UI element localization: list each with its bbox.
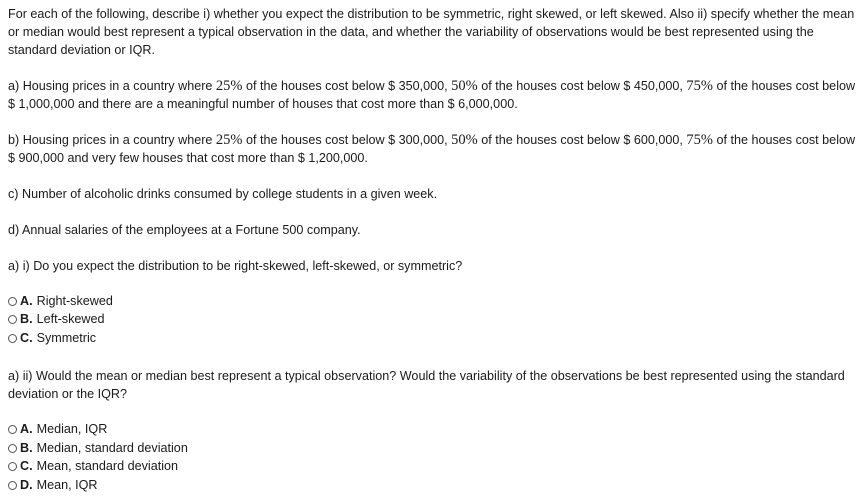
option-label: Right-skewed (36, 294, 113, 308)
radio-button[interactable] (8, 334, 17, 343)
part-a-text-3: of the houses cost below $ 450,000, (477, 79, 687, 93)
part-a-percent-1: 25% (215, 78, 243, 94)
instructions-text: For each of the following, describe i) whether you expect the distribution to be symmetric, right skewed, or left skewed. Also ii) specify whether the mean or median would best represent a typical observation in the data, and whether the variability of observations would be best represented using the standard deviation or IQR. (8, 7, 855, 57)
option-label: Mean, IQR (36, 478, 98, 492)
option-letter: C. (20, 331, 33, 345)
part-b-text-1: b) Housing prices in a country where (8, 133, 216, 147)
part-a-text-2: of the houses cost below $ 350,000, (242, 79, 452, 93)
part-a-text-1: a) Housing prices in a country where (8, 79, 216, 93)
question-1-prompt: a) i) Do you expect the distribution to be right-skewed, left-skewed, or symmetric? (8, 259, 463, 273)
q1-option-b[interactable] (8, 310, 105, 328)
radio-button[interactable] (8, 462, 17, 471)
question-2-prompt: a) ii) Would the mean or median best represent a typical observation? Would the variability of the observations be best represented using the standard deviation or the IQR? (8, 369, 845, 401)
q2-option-a[interactable] (8, 420, 107, 438)
part-a-percent-2: 50% (451, 78, 478, 94)
option-letter: B. (20, 312, 33, 326)
radio-button[interactable] (8, 315, 17, 324)
part-b-percent-3: 75% (686, 132, 713, 148)
part-a-description (8, 77, 858, 113)
part-b-percent-2: 50% (451, 132, 478, 148)
option-label: Median, IQR (36, 422, 108, 436)
part-a-text-4: of the houses cost below $ 1,000,000 and there are a meaningful number of houses that cost more than $ 6,000,000. (8, 79, 856, 111)
radio-button[interactable] (8, 425, 17, 434)
option-letter: A. (20, 294, 33, 308)
q2-option-d[interactable] (8, 476, 97, 494)
option-label: Symmetric (36, 331, 97, 345)
part-b-text-4: of the houses cost below $ 900,000 and very few houses that cost more than $ 1,200,000. (8, 133, 856, 165)
part-a-percent-3: 75% (686, 78, 713, 94)
option-label: Mean, standard deviation (36, 459, 179, 473)
option-letter: B. (20, 441, 33, 455)
q2-option-b[interactable] (8, 439, 188, 457)
part-d-description: d) Annual salaries of the employees at a Fortune 500 company. (8, 223, 361, 237)
part-b-percent-1: 25% (215, 132, 243, 148)
part-b-text-2: of the houses cost below $ 300,000, (242, 133, 452, 147)
option-letter: C. (20, 459, 33, 473)
option-label: Median, standard deviation (36, 441, 188, 455)
q2-option-c[interactable] (8, 457, 178, 475)
option-letter: D. (20, 478, 33, 492)
part-c-description: c) Number of alcoholic drinks consumed by college students in a given week. (8, 187, 438, 201)
radio-button[interactable] (8, 297, 17, 306)
part-b-description (8, 131, 858, 167)
radio-button[interactable] (8, 444, 17, 453)
part-b-text-3: of the houses cost below $ 600,000, (477, 133, 687, 147)
q1-option-c[interactable] (8, 329, 96, 347)
q1-option-a[interactable] (8, 292, 113, 310)
radio-button[interactable] (8, 481, 17, 490)
option-label: Left-skewed (36, 312, 105, 326)
option-letter: A. (20, 422, 33, 436)
